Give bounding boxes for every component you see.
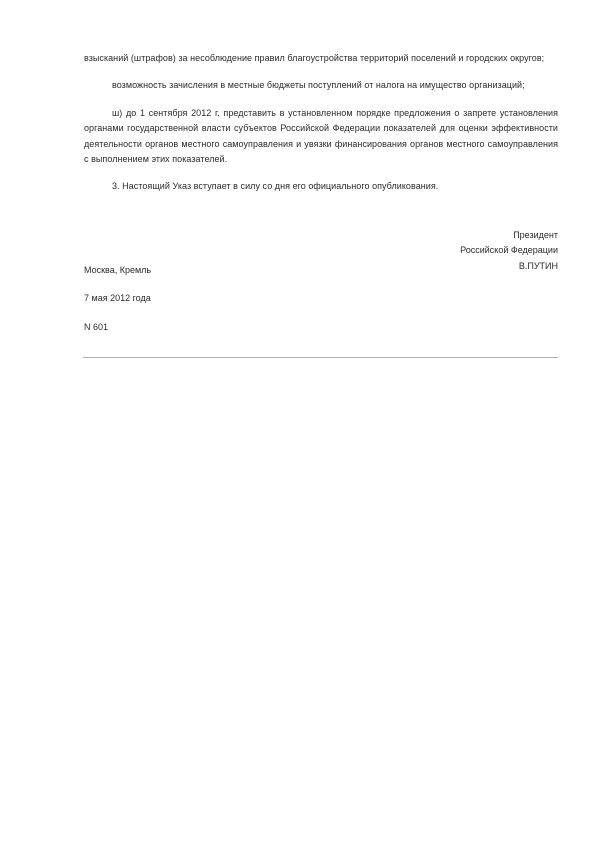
document-body: [84, 51, 558, 195]
paragraph-item-3: 3. Настоящий Указ вступает в силу со дня его официального опубликования.: [112, 181, 439, 192]
signatory-title-line-1: Президент: [513, 230, 558, 240]
signatory-name: В.ПУТИН: [518, 260, 558, 271]
imprint-date: 7 мая 2012 года: [84, 293, 151, 304]
paragraph-item-sh: ш) до 1 сентября 2012 г. представить в установленном порядке предложения о запрете установления органами государственной власти субъектов Российской Федерации показателей для оценки эффективности деятельности органов местного самоуправления и увязки финансирования органов местного самоуправления с выполнением этих показателей.: [84, 107, 558, 165]
paragraph-penalties: взысканий (штрафов) за несоблюдение правил благоустройства территорий поселений и городских округов;: [84, 53, 545, 63]
imprint-number: N 601: [84, 321, 109, 332]
imprint-block: [84, 263, 384, 335]
imprint-place: Москва, Кремль: [84, 265, 152, 275]
footer-divider: [83, 357, 558, 358]
paragraph-property-tax: возможность зачисления в местные бюджеты поступлений от налога на имущество организаций;: [112, 80, 525, 91]
signatory-title-line-2: Российской Федерации: [460, 245, 558, 256]
